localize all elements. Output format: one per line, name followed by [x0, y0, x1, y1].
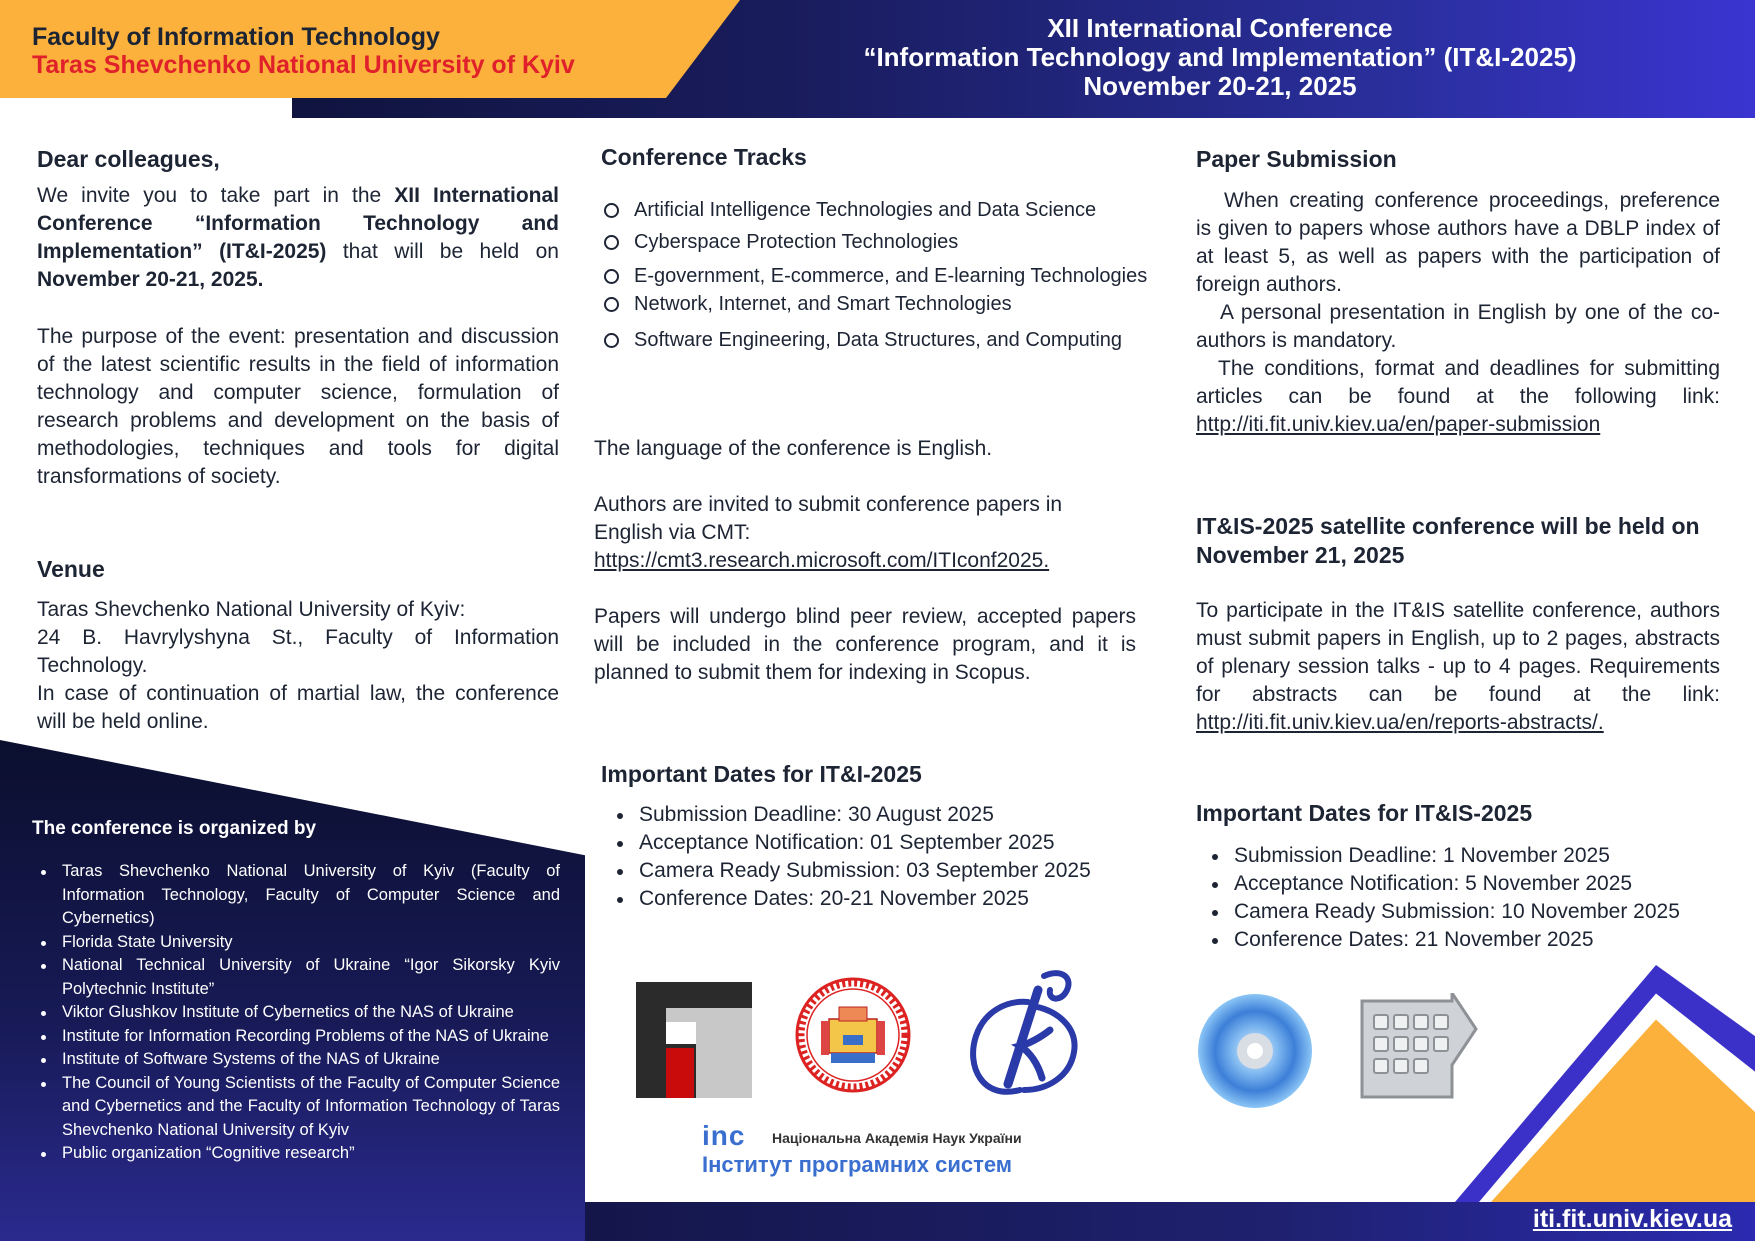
inc-institute-text: Інститут програмних систем [702, 1152, 1013, 1177]
venue-line3: In case of continuation of martial law, the conference will be held online. [37, 682, 559, 733]
invitation-text-c: that will be held on [326, 240, 559, 263]
iti-date-item [601, 885, 1091, 913]
satellite-text-body: To participate in the IT&IS satellite conference, authors must submit papers in English, up to 2 pages, abstracts of plenary session talks - up to 4 pages. Requirements for abstracts can be found at the link: [1196, 599, 1720, 706]
invitation-conf-name: XII International Conference “Information Technology and Implementation” (IT&I-2025) [37, 184, 559, 263]
itis-date-item-label: Submission Deadline: 1 November 2025 [1234, 844, 1610, 867]
inc-logo-icon [702, 1118, 1042, 1176]
greeting-heading: Dear colleagues, [37, 146, 220, 172]
bullet-icon [617, 897, 623, 903]
bullet-icon [1212, 854, 1218, 860]
iti-date-item-label: Acceptance Notification: 01 September 2025 [639, 831, 1055, 854]
submission-p1: When creating conference proceedings, preference is given to papers whose authors have a DBLP index of at least 5, as well as papers with the participation of foreign authors. [1196, 189, 1720, 296]
paper-submission-link[interactable]: http://iti.fit.univ.kiev.ua/en/paper-submission [1196, 413, 1601, 436]
satellite-text [1196, 597, 1720, 737]
chip-arrow-icon [1356, 993, 1478, 1105]
bullet-icon [41, 870, 46, 875]
organizers-list [36, 860, 560, 1166]
language-note: The language of the conference is English. [594, 437, 993, 460]
cmt-text: Authors are invited to submit conference papers in English via CMT: [594, 493, 1063, 544]
circle-bullet-icon [604, 269, 619, 284]
track-item [594, 290, 1174, 318]
bullet-icon [1212, 882, 1218, 888]
itis-date-item [1196, 898, 1680, 926]
venue-heading: Venue [37, 556, 105, 582]
university-name: Taras Shevchenko National University of Kyiv [32, 51, 575, 79]
itis-date-item [1196, 842, 1680, 870]
organizer-item-label: The Council of Young Scientists of the Faculty of Computer Science and Cybernetics and the Faculty of Information Technology of Taras Shevchenko National University of Kyiv [62, 1073, 560, 1139]
iti-date-item-label: Camera Ready Submission: 03 September 2025 [639, 859, 1091, 882]
iti-date-item-label: Conference Dates: 20-21 November 2025 [639, 887, 1029, 910]
circle-bullet-icon [604, 297, 619, 312]
submission-p3-text: The conditions, format and deadlines for submitting articles can be found at the following link: [1196, 357, 1720, 408]
itis-date-item-label: Acceptance Notification: 5 November 2025 [1234, 872, 1633, 895]
tracks-list [594, 196, 1174, 354]
cybernetics-k-logo-icon [962, 966, 1082, 1102]
venue-line2: 24 B. Havrylyshyna St., Faculty of Information Technology. [37, 626, 559, 677]
itis-date-item-label: Conference Dates: 21 November 2025 [1234, 928, 1594, 951]
track-item [594, 196, 1174, 224]
bullet-icon [41, 1152, 46, 1157]
iti-dates-heading: Important Dates for IT&I-2025 [601, 761, 922, 787]
venue-text [37, 596, 559, 736]
bullet-icon [1212, 938, 1218, 944]
submission-p2: A personal presentation in English by one of the co-authors is mandatory. [1196, 301, 1720, 352]
invitation-date: November 20-21, 2025. [37, 268, 264, 291]
organizer-item [36, 1001, 560, 1025]
itis-dates-heading: Important Dates for IT&IS-2025 [1196, 800, 1533, 826]
itis-date-item-label: Camera Ready Submission: 10 November 2025 [1234, 900, 1680, 923]
iti-date-item-label: Submission Deadline: 30 August 2025 [639, 803, 994, 826]
cd-disc-icon [1196, 992, 1314, 1110]
organizer-item [36, 860, 560, 931]
bullet-icon [617, 869, 623, 875]
itis-date-item [1196, 870, 1680, 898]
track-item [594, 228, 1174, 256]
track-item-label: Cyberspace Protection Technologies [634, 231, 959, 253]
organizer-item-label: National Technical University of Ukraine “Igor Sikorsky Kyiv Polytechnic Institute” [62, 956, 560, 998]
inc-nas-text: Національна Академія Наук України [772, 1130, 1022, 1146]
faculty-name: Faculty of Information Technology [32, 23, 440, 51]
conference-title-line2: “Information Technology and Implementation” (IT&I-2025) [863, 42, 1577, 72]
track-item-label: E-government, E-commerce, and E-learning Technologies [634, 265, 1148, 287]
itis-date-item [1196, 926, 1680, 954]
bullet-icon [617, 813, 623, 819]
itis-dates-list [1196, 842, 1680, 954]
website-link[interactable]: iti.fit.univ.kiev.ua [1532, 1205, 1732, 1233]
organizer-item-label: Institute of Software Systems of the NAS of Ukraine [62, 1050, 440, 1068]
bullet-icon [41, 1082, 46, 1087]
conference-title [770, 14, 1670, 101]
header-white-notch [0, 98, 292, 120]
organizers-heading: The conference is organized by [32, 818, 317, 839]
submission-p3 [1196, 355, 1720, 439]
organizer-item-label: Public organization “Cognitive research” [62, 1144, 355, 1162]
organizer-item [36, 1025, 560, 1049]
organizer-item [36, 1048, 560, 1072]
fit-logo-icon [636, 982, 752, 1098]
iti-date-item [601, 801, 1091, 829]
iti-date-item [601, 829, 1091, 857]
cmt-paragraph [594, 491, 1136, 575]
organizer-item-label: Institute for Information Recording Problems of the NAS of Ukraine [62, 1026, 549, 1045]
satellite-heading: IT&IS-2025 satellite conference will be held on November 21, 2025 [1196, 513, 1700, 568]
conference-title-line1: XII International Conference [1047, 13, 1393, 43]
track-item-label: Network, Internet, and Smart Technologies [634, 293, 1012, 315]
bullet-icon [41, 941, 46, 946]
iti-dates-list [601, 801, 1091, 913]
tracks-heading: Conference Tracks [601, 144, 807, 170]
organizer-item [36, 1072, 560, 1143]
organizer-item [36, 931, 560, 955]
conference-title-line3: November 20-21, 2025 [1083, 71, 1357, 101]
bullet-icon [617, 841, 623, 847]
invitation-text-a: We invite you to take part in the [37, 184, 395, 207]
bullet-icon [1212, 910, 1218, 916]
organizer-item-label: Taras Shevchenko National University of Kyiv (Faculty of Information Technology, Faculty of Computer Science and Cybernetics) [62, 862, 560, 927]
organizer-item [36, 954, 560, 1001]
track-item-label: Software Engineering, Data Structures, and Computing [634, 329, 1123, 351]
track-item [594, 326, 1174, 354]
knu-seal-icon [795, 977, 911, 1093]
bullet-icon [41, 964, 46, 969]
circle-bullet-icon [604, 333, 619, 348]
purpose-paragraph: The purpose of the event: presentation and discussion of the latest scientific results in the field of information technology and computer science, formulation of research problems and development on the basis of methodologies, techniques and tools for digital transformations of society. [37, 325, 559, 488]
circle-bullet-icon [604, 203, 619, 218]
bullet-icon [41, 1035, 46, 1040]
venue-line1: Taras Shevchenko National University of Kyiv: [37, 598, 466, 621]
abstracts-link[interactable]: http://iti.fit.univ.kiev.ua/en/reports-abstracts/. [1196, 711, 1604, 734]
organizer-item-label: Florida State University [62, 932, 233, 951]
cmt-link[interactable]: https://cmt3.research.microsoft.com/ITIconf2025. [594, 549, 1050, 572]
circle-bullet-icon [604, 235, 619, 250]
inc-logo-letters: inc [702, 1120, 746, 1151]
organizer-item-label: Viktor Glushkov Institute of Cybernetics of the NAS of Ukraine [62, 1003, 514, 1021]
invitation-paragraph [37, 182, 559, 294]
submission-text [1196, 187, 1720, 439]
bullet-icon [41, 1011, 46, 1016]
submission-heading: Paper Submission [1196, 146, 1397, 172]
organizer-item [36, 1142, 560, 1166]
iti-date-item [601, 857, 1091, 885]
track-item [594, 262, 1174, 290]
review-paragraph: Papers will undergo blind peer review, accepted papers will be included in the conference program, and it is planned to submit them for indexing in Scopus. [594, 605, 1136, 684]
bullet-icon [41, 1058, 46, 1063]
track-item-label: Artificial Intelligence Technologies and Data Science [634, 199, 1097, 221]
